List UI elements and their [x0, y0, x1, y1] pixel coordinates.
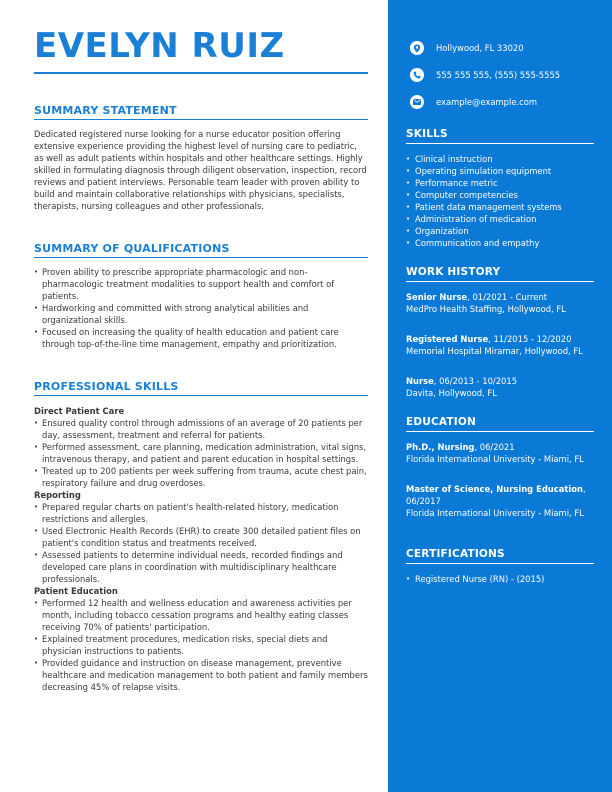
list-item: • Ensured quality control through admissions of an average of 20 patients per day, assessment, treatment and referral for patients. [34, 417, 368, 441]
skill-group-list [34, 501, 368, 585]
job-role: Registered Nurse [406, 334, 489, 344]
list-item: • Administration of medication [406, 213, 594, 225]
email-icon [410, 95, 424, 109]
degree-date: , 06/2017 [406, 484, 586, 506]
list-item: • Clinical instruction [406, 153, 594, 165]
skill-group-list [34, 417, 368, 489]
contact-address [410, 41, 524, 55]
skill-group-heading: Patient Education [34, 586, 118, 596]
job-place: Memorial Hospital Miramar, Hollywood, FL [406, 346, 583, 356]
summary-title: SUMMARY STATEMENT [34, 104, 368, 120]
list-item: • Organization [406, 225, 594, 237]
degree: Ph.D., Nursing [406, 442, 475, 452]
list-item: • Treated up to 200 patients per week suffering from trauma, acute chest pain, respiratory failure and drug overdoses. [34, 465, 368, 489]
school: Florida International University - Miami, FL [406, 508, 584, 518]
degree-date: , 06/2021 [474, 442, 515, 452]
education-entry [406, 483, 594, 519]
summary-text: Dedicated registered nurse looking for a nurse educator position offering extensive experience providing the highest level of nursing care to pediatric, as well as adult patients within hospitals and other healthcare settings. Highly skilled in formulating diagnosis through diligent observation, inspection, record reviews and patient interviews. Personable team leader with proven ability to build and maintain collaborative relationships with physicians, specialists, therapists, nursing colleagues and other professionals. [34, 129, 367, 211]
skills-list [406, 153, 594, 249]
job-role: Nurse [406, 376, 434, 386]
certifications-list [406, 573, 594, 585]
professional-skills-title: PROFESSIONAL SKILLS [34, 380, 368, 396]
candidate-name: EVELYN RUIZ [34, 26, 285, 66]
skills-title: SKILLS [406, 128, 594, 144]
list-item: • Operating simulation equipment [406, 165, 594, 177]
contact-phone [410, 68, 560, 82]
list-item: • Performed 12 health and wellness education and awareness activities per month, including tobacco cessation programs and healthy eating classes receiving 70% of patients' participation. [34, 597, 368, 633]
job-place: Davita, Hollywood, FL [406, 388, 497, 398]
list-item: • Proven ability to prescribe appropriate pharmacologic and non-pharmacologic treatment modalities to support health and comfort of patients. [34, 266, 368, 302]
phone-text: 555 555 555, (555) 555-5555 [436, 70, 561, 80]
job-dates: , 06/2013 - 10/2015 [433, 376, 518, 386]
list-item: • Communication and empathy [406, 237, 594, 249]
job-dates: , 01/2021 - Current [467, 292, 548, 302]
job-place: MedPro Health Staffing, Hollywood, FL [406, 304, 566, 314]
list-item: • Patient data management systems [406, 201, 594, 213]
contact-email [410, 95, 537, 109]
list-item: • Used Electronic Health Records (EHR) to create 300 detailed patient files on patient's condition status and treatments received. [34, 525, 368, 549]
qualifications-title: SUMMARY OF QUALIFICATIONS [34, 242, 368, 258]
email-link[interactable]: example@example.com [436, 97, 538, 107]
job-entry [406, 291, 594, 315]
job-role: Senior Nurse [406, 292, 468, 302]
job-entry [406, 375, 594, 399]
degree: Master of Science, Nursing Education [406, 484, 583, 494]
education-entry [406, 441, 594, 465]
list-item: • Computer competencies [406, 189, 594, 201]
list-item: • Prepared regular charts on patient's health-related history, medication restrictions and allergies. [34, 501, 368, 525]
list-item: • Provided guidance and instruction on disease management, preventive healthcare and medication management to both patient and family members decreasing 45% of relapse visits. [34, 657, 368, 693]
list-item: • Hardworking and committed with strong analytical abilities and organizational skills. [34, 302, 368, 326]
certifications-title: CERTIFICATIONS [406, 548, 594, 564]
list-item: • Focused on increasing the quality of health education and patient care through top-of-the-line time management, empathy and prioritization. [34, 326, 368, 350]
qualifications-list [34, 266, 368, 350]
phone-icon [410, 68, 424, 82]
location-pin-icon [410, 41, 424, 55]
professional-skills-body [34, 405, 368, 693]
job-entry [406, 333, 594, 357]
sidebar [388, 0, 612, 792]
work-history-title: WORK HISTORY [406, 266, 594, 282]
education-title: EDUCATION [406, 416, 594, 432]
list-item: • Performed assessment, care planning, medication administration, vital signs, intravenous therapy, and patient and parent education in hospital settings. [34, 441, 368, 465]
list-item: • Assessed patients to determine individual needs, recorded findings and developed care plans in coordination with multidisciplinary healthcare professionals. [34, 549, 368, 585]
list-item: • Performance metric [406, 177, 594, 189]
address-text: Hollywood, FL 33020 [436, 43, 524, 53]
school: Florida International University - Miami, FL [406, 454, 584, 464]
list-item: • Registered Nurse (RN) - (2015) [406, 573, 594, 585]
skill-group-heading: Direct Patient Care [34, 406, 125, 416]
skill-group-list [34, 597, 368, 693]
skill-group-heading: Reporting [34, 490, 81, 500]
list-item: • Explained treatment procedures, medication risks, special diets and physician instructions to patients. [34, 633, 368, 657]
name-divider [34, 72, 368, 74]
job-dates: , 11/2015 - 12/2020 [488, 334, 572, 344]
